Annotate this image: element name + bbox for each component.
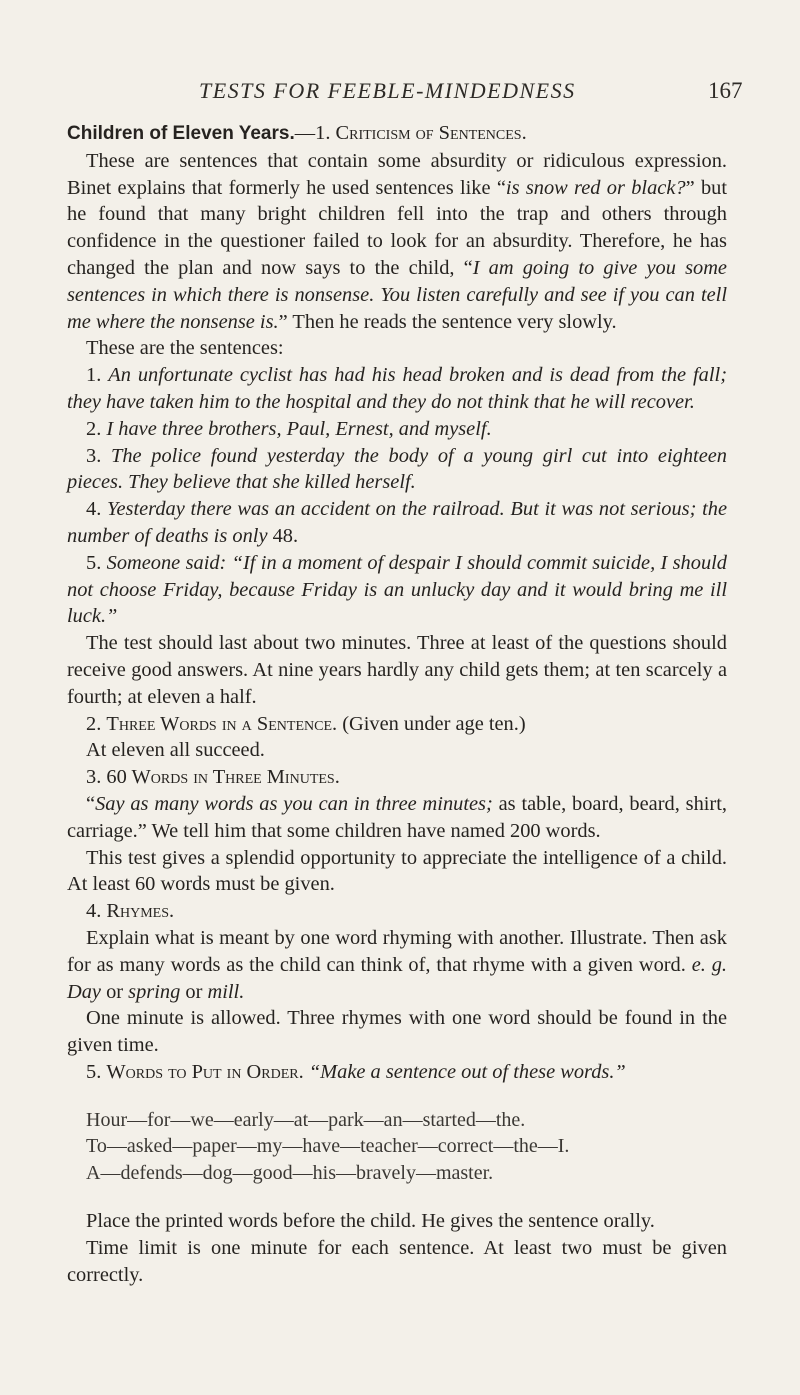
test-4-example-mill: mill. <box>207 980 245 1003</box>
intro-text-2: ” but he found that many bright children fell into the trap and others through confidence in the questioner failed to look for an absurdity. Therefore, he has changed the plan and now says to the child, “ <box>67 176 727 279</box>
test-5-heading <box>67 1059 727 1086</box>
intro-quote: I am going to give you some sentences in which there is nonsense. You listen carefully and see if you can tell me where the nonsense is. <box>67 256 727 333</box>
test-4-example-spring: spring <box>128 980 181 1003</box>
sentence-text: The police found yesterday the body of a young girl cut into eighteen pieces. They believe that she killed herself. <box>67 444 727 494</box>
section-opening <box>67 120 727 148</box>
word-list-line-1: Hour—for—we—early—at—park—an—started—the. <box>86 1108 526 1131</box>
test-4-or: or <box>180 980 208 1003</box>
sentence-text: An unfortunate cyclist has had his head broken and is dead from the fall; they have taken him to the hospital and they do not think that he will recover. <box>67 364 728 413</box>
test-number: 3. <box>86 766 107 789</box>
test-4-heading <box>67 898 727 925</box>
sentence-number: 1. <box>86 364 109 387</box>
test-3-quote: Say as many words as you can in three minutes; <box>95 792 493 815</box>
test-2-result: At eleven all succeed. <box>86 739 265 762</box>
running-title: TESTS FOR FEEBLE-MINDEDNESS <box>199 78 576 103</box>
test-2-title: Three Words in a Sentence. <box>106 712 338 735</box>
sentence-number: 2. <box>86 417 107 440</box>
test-3-instruction <box>67 791 727 845</box>
place-paragraph: Place the printed words before the child. He gives the sentence orally. <box>86 1210 655 1233</box>
test-3-instruction-rest: as table, board, beard, shirt, carriage.” We tell him that some children have named 200 words. <box>67 792 727 842</box>
test-4-example: e. g. Day <box>67 953 727 1003</box>
test-4-or: or <box>100 980 129 1003</box>
intro-example: is snow red or black? <box>505 176 686 199</box>
test-2-heading <box>67 711 727 738</box>
test-4-paragraph-2: One minute is allowed. Three rhymes with one word should be found in the given time. <box>67 1007 727 1057</box>
sentence-text: Someone said: “If in a moment of despair I should commit suicide, I should not choose Friday, because Friday is an unlucky day and it would bring me ill luck.” <box>67 551 727 628</box>
quote-mark: “ <box>86 792 96 815</box>
sentence-number: 3. <box>86 444 111 467</box>
test-3-title: 60 Words in Three Minutes. <box>106 766 340 789</box>
sentences-lead: These are the sentences: <box>86 337 284 360</box>
time-limit-paragraph: Time limit is one minute for each sentence. At least two must be given correctly. <box>67 1236 727 1286</box>
test-3-paragraph: This test gives a splendid opportunity to appreciate the intelligence of a child. At least 60 words must be given. <box>67 846 727 896</box>
sentence-number: 5. <box>86 551 107 574</box>
test-5-title: Words to Put in Order. <box>106 1060 304 1083</box>
sentence-text: Yesterday there was an accident on the railroad. But it was not serious; the number of deaths is only <box>67 498 728 547</box>
sentence-4 <box>67 496 727 550</box>
intro-text-3: ” Then he reads the sentence very slowly. <box>278 310 617 333</box>
sentence-number: 4. <box>86 498 108 521</box>
page-header <box>0 78 800 110</box>
test-number: 2. <box>86 712 107 735</box>
test-2-note: (Given under age ten.) <box>337 712 526 735</box>
test-1-title: Criticism of Sentences. <box>335 122 527 144</box>
sentence-2 <box>67 416 727 443</box>
sentence-text: I have three brothers, Paul, Ernest, and myself. <box>106 417 492 440</box>
test-1-duration-paragraph: The test should last about two minutes. Three at least of the questions should receive good answers. At nine years hardly any child gets them; at ten scarcely a fourth; at eleven a half. <box>67 632 727 708</box>
test-4-title: Rhymes. <box>106 900 175 923</box>
sentence-number-value: 48. <box>272 524 299 547</box>
sentence-5 <box>67 550 727 630</box>
test-number: 4. <box>86 900 107 923</box>
test-5-quote: “Make a sentence out of these words.” <box>303 1060 626 1083</box>
page-body <box>67 120 727 1288</box>
page-number: 167 <box>708 78 743 103</box>
word-list-line-2: To—asked—paper—my—have—teacher—correct—the—I. <box>86 1135 570 1158</box>
test-4-paragraph-1 <box>67 925 727 1005</box>
sentence-3 <box>67 443 727 497</box>
word-list <box>67 1107 727 1187</box>
heading-dash: —1. <box>294 122 336 144</box>
test-3-heading <box>67 764 727 791</box>
sentence-1 <box>67 362 727 416</box>
section-heading: Children of Eleven Years. <box>67 123 295 144</box>
test-4-text: Explain what is meant by one word rhyming with another. Illustrate. Then ask for as many words as the child can think of, that rhyme with a given word. <box>67 926 727 976</box>
word-list-line-3: A—defends—dog—good—his—bravely—master. <box>86 1162 494 1185</box>
intro-text-1: These are sentences that contain some absurdity or ridiculous expression. Binet explains that formerly he used sentences like “ <box>67 149 727 199</box>
intro-paragraph <box>67 148 727 336</box>
test-number: 5. <box>86 1060 107 1083</box>
